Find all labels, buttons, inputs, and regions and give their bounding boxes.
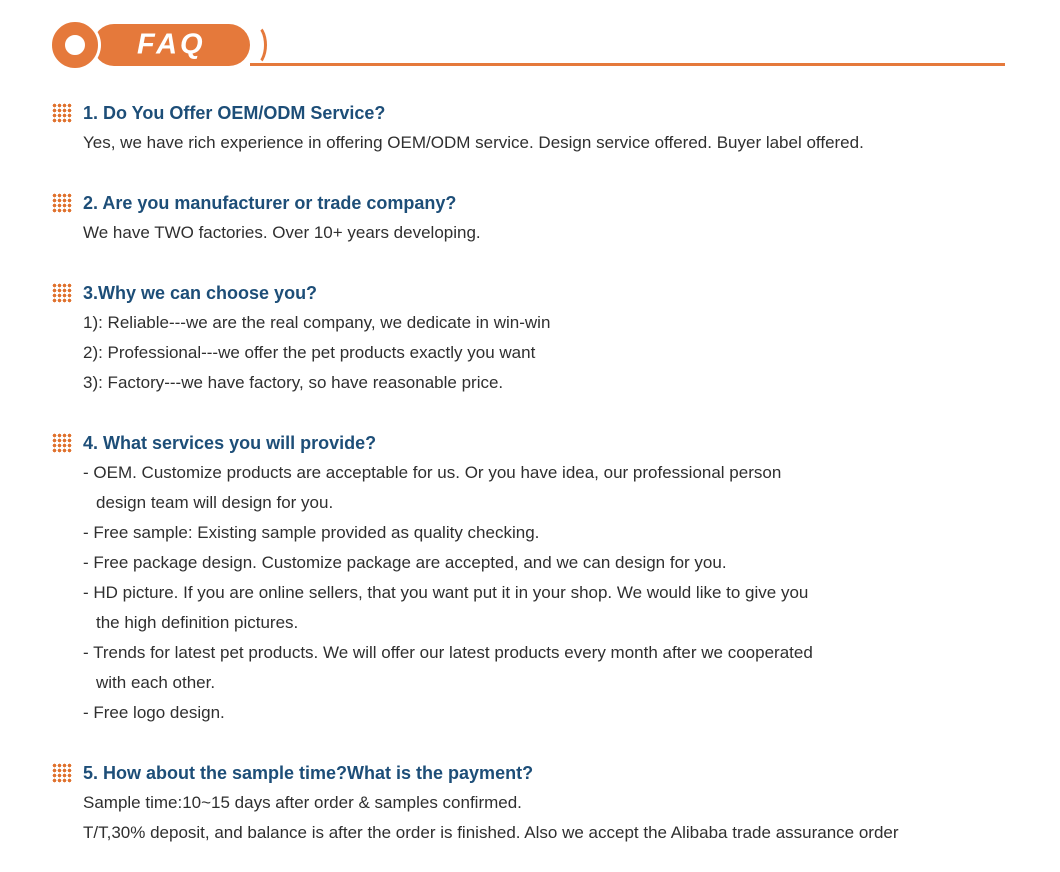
faq-answer-line: design team will design for you. bbox=[96, 493, 334, 512]
faq-section bbox=[52, 428, 1020, 728]
faq-question-row bbox=[52, 278, 1020, 308]
faq-section bbox=[52, 98, 1020, 158]
faq-section bbox=[52, 188, 1020, 248]
faq-question-row bbox=[52, 428, 1020, 458]
faq-answer-line: 2): Professional---we offer the pet products exactly you want bbox=[83, 343, 536, 362]
dots-grid-icon bbox=[52, 103, 72, 123]
faq-badge-arc bbox=[243, 24, 267, 66]
faq-badge-pill bbox=[93, 24, 250, 66]
faq-question-row bbox=[52, 758, 1020, 788]
dots-grid-icon bbox=[52, 763, 72, 783]
section-title: FAQ bbox=[137, 28, 206, 61]
faq-question: 1. Do You Offer OEM/ODM Service? bbox=[83, 103, 386, 123]
faq-question-row bbox=[52, 188, 1020, 218]
faq-header bbox=[0, 0, 1060, 98]
faq-answer-line: - Free package design. Customize package are accepted, and we can design for you. bbox=[83, 553, 727, 572]
faq-answer-line: Yes, we have rich experience in offering OEM/ODM service. Design service offered. Buyer label offered. bbox=[83, 133, 864, 152]
faq-question: 5. How about the sample time?What is the payment? bbox=[83, 763, 534, 783]
faq-answer-line: 3): Factory---we have factory, so have reasonable price. bbox=[83, 373, 504, 392]
faq-list bbox=[0, 98, 1060, 848]
faq-answer-line: with each other. bbox=[96, 673, 216, 692]
header-divider-line bbox=[250, 63, 1005, 66]
faq-answer-line: T/T,30% deposit, and balance is after the order is finished. Also we accept the Alibaba trade assurance order bbox=[83, 823, 899, 842]
faq-answer-line: - Trends for latest pet products. We will offer our latest products every month after we cooperated bbox=[83, 643, 813, 662]
faq-answers bbox=[83, 458, 1020, 728]
faq-answers bbox=[83, 218, 1020, 248]
faq-answer-line: - Free sample: Existing sample provided as quality checking. bbox=[83, 523, 540, 542]
faq-answer-line: the high definition pictures. bbox=[96, 613, 299, 632]
dots-grid-icon bbox=[52, 193, 72, 213]
faq-answers bbox=[83, 308, 1020, 398]
dots-grid-icon bbox=[52, 433, 72, 453]
dots-grid-icon bbox=[52, 283, 72, 303]
faq-answer-line: - Free logo design. bbox=[83, 703, 225, 722]
faq-section bbox=[52, 278, 1020, 398]
faq-answer-line: - OEM. Customize products are acceptable for us. Or you have idea, our professional person bbox=[83, 463, 782, 482]
faq-answers bbox=[83, 128, 1020, 158]
faq-question: 2. Are you manufacturer or trade company? bbox=[83, 193, 457, 213]
faq-answer-line: We have TWO factories. Over 10+ years developing. bbox=[83, 223, 481, 242]
faq-answers bbox=[83, 788, 1020, 848]
faq-answer-line: 1): Reliable---we are the real company, we dedicate in win-win bbox=[83, 313, 551, 332]
faq-badge-circle-icon bbox=[52, 22, 98, 68]
faq-question: 4. What services you will provide? bbox=[83, 433, 377, 453]
faq-answer-line: Sample time:10~15 days after order & samples confirmed. bbox=[83, 793, 522, 812]
faq-question-row bbox=[52, 98, 1020, 128]
faq-question: 3.Why we can choose you? bbox=[83, 283, 318, 303]
faq-answer-line: - HD picture. If you are online sellers, that you want put it in your shop. We would like to give you bbox=[83, 583, 809, 602]
faq-section bbox=[52, 758, 1020, 848]
